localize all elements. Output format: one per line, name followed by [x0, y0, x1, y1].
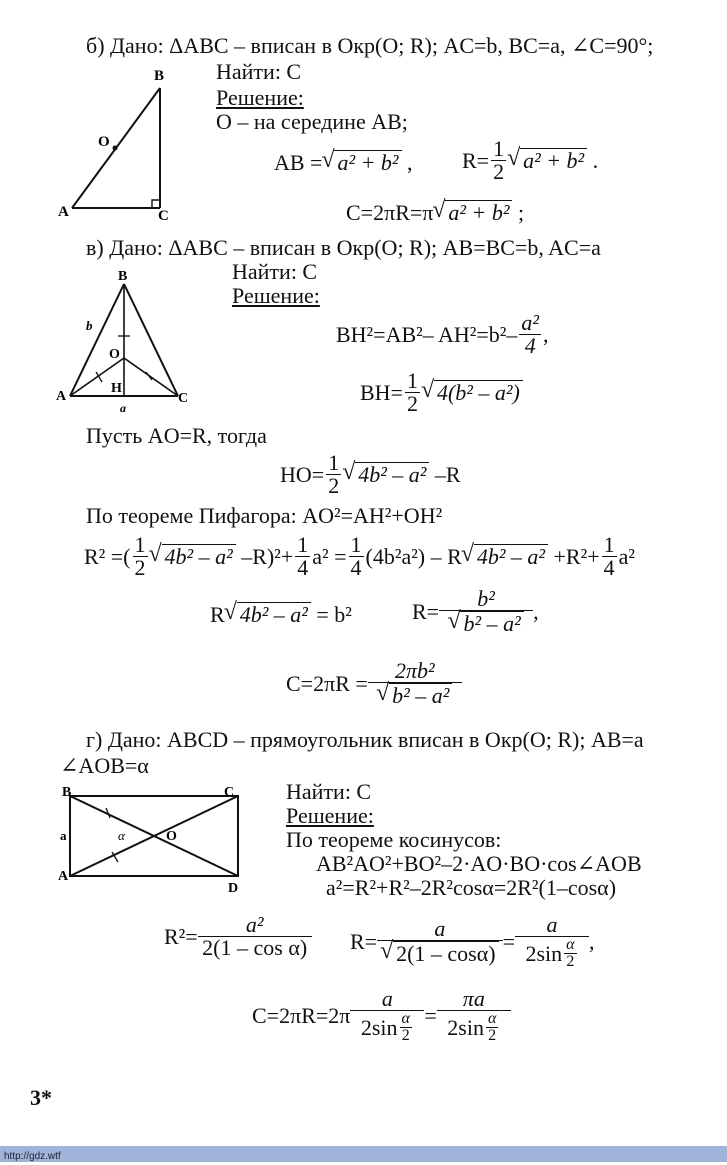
footer-bar [0, 1146, 727, 1162]
b-ab-formula: AB =√ a² + b² , [274, 150, 413, 175]
line-ab [70, 284, 124, 396]
v-eq2: R√ 4b² – a² = b² [210, 602, 352, 627]
label-a: A [56, 389, 67, 404]
b-find: Найти: C [216, 59, 302, 84]
label-c: C [178, 391, 189, 406]
label-c: C [224, 785, 235, 800]
page-number: 3* [30, 1085, 52, 1110]
v-pythagoras: По теореме Пифагора: AO²=AH²+OH² [86, 503, 443, 528]
v-let: Пусть AO=R, тогда [86, 423, 267, 448]
label-b: B [62, 785, 72, 800]
label-b: B [154, 68, 165, 84]
label-b-side: b [86, 318, 93, 333]
label-b: B [118, 269, 128, 284]
label-alpha: α [118, 828, 125, 843]
b-figure [54, 68, 184, 224]
label-h: H [111, 381, 122, 396]
v-bh: BH= $\frac{1}{2}$ √ 4(b² – a²) [360, 370, 523, 415]
g-given: г) Дано: ABCD – прямоугольник вписан в Окр(O; R); AB=a [86, 727, 644, 752]
g-figure [56, 782, 256, 894]
right-angle-mark [152, 200, 160, 208]
v-r: R= b² √ b² – a² , [412, 588, 539, 636]
g-find: Найти: C [286, 779, 372, 804]
point-o [113, 146, 118, 151]
v-bh2: BH²=AB²– AH²=b²– $\frac{\text{a²}}{4}$ , [336, 310, 549, 358]
v-solution: Решение: [232, 283, 320, 308]
g-line2: a²=R²+R²–2R²cosα=2R²(1–cosα) [326, 875, 617, 900]
v-c: C=2πR = 2πb² √ b² – a² [286, 660, 462, 708]
b-c-formula: C=2πR=π√ a² + b² ; [346, 200, 524, 225]
g-given-angle: ∠AOB=α [60, 753, 149, 778]
footer-link[interactable]: http://gdz.wtf [4, 1151, 61, 1162]
v-eq1: R² =( $\frac{1}{2}$ √ 4b² – a² –R)²+ $\frac{1}{4}$ a² = $\frac{1}{4}$ (4b²a²) – R √ 4b² – a² +R²+ $\frac{1}{4}$ a² [84, 534, 635, 579]
label-o: O [166, 829, 177, 844]
label-d: D [228, 881, 239, 894]
label-o: O [98, 134, 110, 150]
label-a-side: a [60, 828, 67, 843]
g-r: R= a √ 2(1 – cosα) = a 2sin $\frac{\alpha}{2}$ , [350, 914, 595, 970]
label-o: O [109, 347, 120, 362]
label-a: A [58, 204, 69, 220]
v-find: Найти: C [232, 259, 318, 284]
label-c: C [158, 208, 169, 224]
g-cos-theorem: По теореме косинусов: [286, 827, 502, 852]
g-line1: AB²AO²+BO²–2·AO·BO·cos∠AOB [316, 851, 642, 876]
v-given: в) Дано: ΔABC – вписан в Окр(O; R); AB=BC=b, AC=a [86, 235, 601, 260]
g-solution: Решение: [286, 803, 374, 828]
g-c: C=2πR=2π a 2sin $\frac{\alpha}{2}$ = πa 2sin $\frac{\alpha}{2}$ [252, 988, 511, 1044]
v-figure [54, 266, 194, 416]
v-ho: HO= $\frac{1}{2}$ √ 4b² – a² –R [280, 452, 461, 497]
b-o-mid: O – на середине AB; [216, 109, 408, 134]
g-r2: R²= $\frac{\text{a²}}{\text{2(1 – cos α)}}$ [164, 914, 312, 959]
radical: √ a² + b² [334, 150, 401, 175]
label-a-side: a [120, 401, 126, 415]
b-given: б) Дано: ΔABC – вписан в Окр(O; R); AC=b, BC=a, ∠C=90°; [86, 33, 654, 58]
b-r-formula: R= $\frac{1}{2}$ √ a² + b² . [462, 138, 598, 183]
b-solution: Решение: [216, 85, 304, 110]
label-a: A [58, 869, 69, 884]
